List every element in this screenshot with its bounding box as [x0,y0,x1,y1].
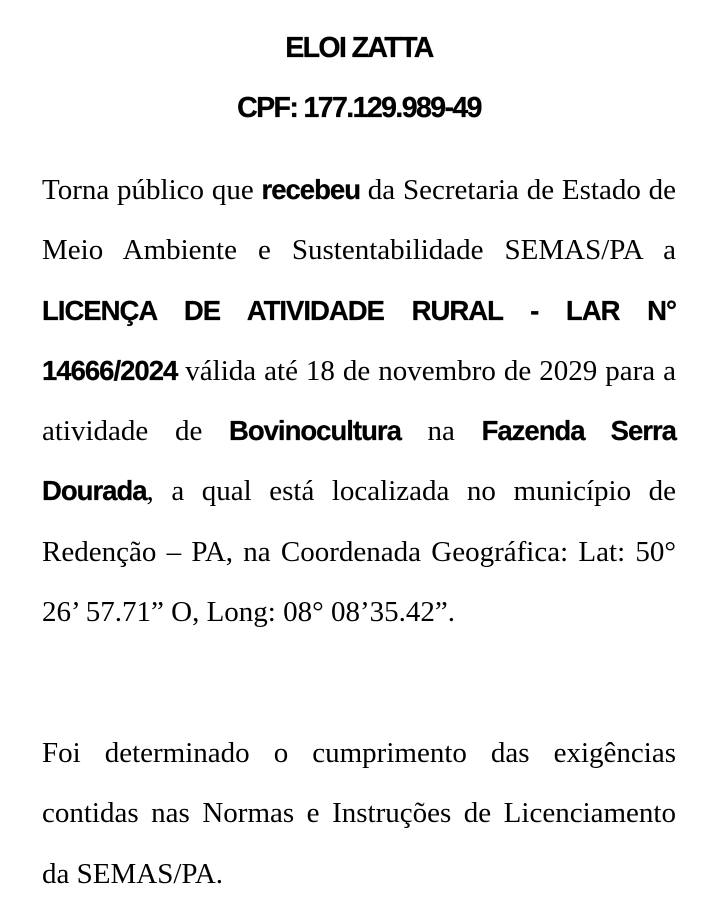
notice-text-5: , a qual está localizada no município de Redenção – PA, na Coordenada Geográfica: Lat: 50° 26’ 57.71” O, Long: 08° 08’35.42”. [42,475,676,629]
requirements-paragraph: Foi determinado o cumprimento das exigências contidas nas Normas e Instruções de Licenciamento da SEMAS/PA. [42,737,676,890]
notice-text-4: na [400,415,482,448]
notice-text-1: Torna público que [42,174,262,206]
notice-text-2: da Secretaria de Estado de Meio Ambiente e Sustentabilidade SEMAS/PA a [42,174,677,267]
holder-cpf: CPF: 177.129.989-49 [237,92,481,124]
license-notice-paragraph [42,160,676,642]
received-emphasis: recebeu [261,174,360,205]
notice-text-3: válida até 18 de novembro de 2029 para a atividade de [42,354,676,448]
license-number: LICENÇA DE ATIVIDADE RURAL - LAR N° 14666/2024 [42,294,676,386]
farm-name: Fazenda Serra Dourada [42,415,676,507]
holder-name: ELOI ZATTA [285,32,433,64]
activity-name: Bovinocultura [228,415,401,447]
